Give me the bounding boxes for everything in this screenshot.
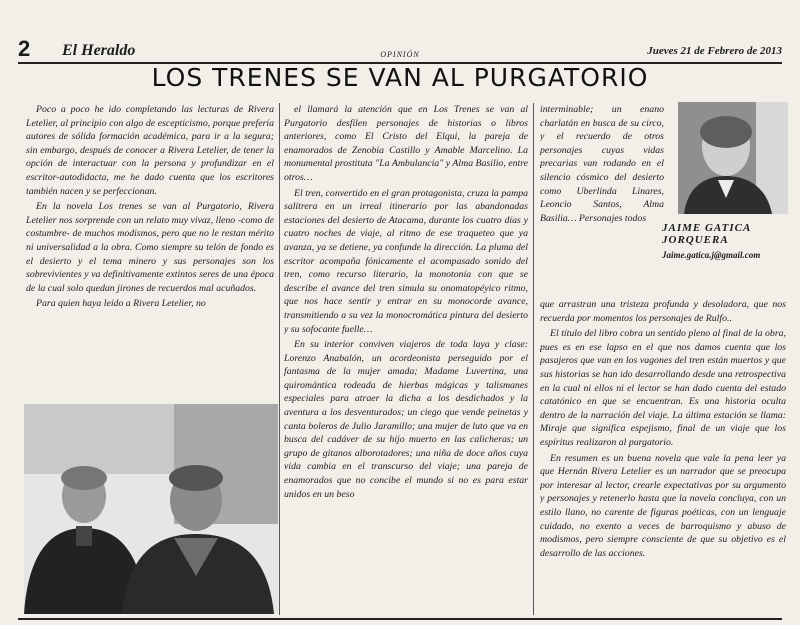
author-photo: [678, 102, 788, 214]
author-byline: JAIME GATICA JORQUERA: [662, 222, 751, 246]
article-column-3-bottom: [540, 298, 786, 618]
article-title: LOS TRENES SE VAN AL PURGATORIO: [151, 63, 649, 92]
paragraph: Poco a poco he ido completando las lecturas de Rivera Letelier, al principio con algo de escepticismo, porque prefería autores de sólida formación académica, para ir a la segura; sin embargo, después de conocer a Rivera Letelier, de tener la opción de interactuar con la persona y profundizar en el escritor-autodidacta, me he dado cuenta que los escritores también nacen y se perfeccionan.: [26, 104, 274, 197]
paragraph: Para quien haya leído a Rivera Letelier, no: [36, 298, 206, 310]
author-email: Jaime.gatica.j@gmail.com: [662, 250, 761, 260]
page-bottom-rule: [18, 618, 782, 620]
paragraph: En resumen es un buena novela que vale la pena leer ya que Hernán Rivera Letelier es un narrador que se preocupa por interesar al lector, crearle expectativas por su argumento y personajes y retenerlo hasta que la novela concluya, con un estilo llano, no carente de figuras poéticas, con un lenguaje cuidado, no exento a veces de barroquismo y abuso de modismos, pero siempre consciente de que su objetivo es el desarrollo de las acciones.: [540, 452, 786, 559]
paragraph: El tren, convertido en el gran protagonista, cruza la pampa salitrera en un irreal itinerario por las abandonadas estaciones del desierto de Atacama, durante los cuatro días y cuatro noches de viaje, al ritmo de ese traqueteo que ya avanza, ya se detiene, ya confunde la dirección. La pluma del escritor acompaña fónicamente el acompasado sonido del tren, como recurso literario, la monotonía con que se describe el avance del tren simula su onomatopéyico ritmo, que nos hace sentir y entrar en su monocorde avance, transmitiendo a su vez la monocromática pintura del desierto y su sofocante fuelle…: [284, 187, 528, 335]
paragraph: En la novela Los trenes se van al Purgatorio, Rivera Letelier nos sorprende con un relato muy vivaz, lleno -como de costumbre- de muchos modismos, pero que no le restan mérito ni universalidad a la obra. Como siempre su telón de fondo es el desierto y el tema minero y sus personajes son los sobrevivientes y va definitivamente extintos seres de una época de la cual solo quedan jirones de recuerdos mal acuñados.: [26, 201, 274, 294]
column-divider: [533, 103, 534, 615]
section-label: OPINIÓN: [380, 50, 420, 59]
paragraph: El título del libro cobra un sentido pleno al final de la obra, pues es en ese lapso en el que nos damos cuenta que los pasajeros que van en los vagones del tren están muertos y que sus historias se han ido desarrollando desde una retrospectiva en la cual ni ellos ni el lector se han dado cuenta del estado catatónico en que se encuentran. Es una historia oculta dentro de la narración del viaje. La última estación se llama: Miraje que significa espejismo, final de un viaje que los espíritus realizaron al purgatorio.: [540, 328, 786, 448]
column-divider: [279, 103, 280, 615]
paragraph: que arrastran una tristeza profunda y desoladora, que nos recuerda por momentos los personajes de Rulfo..: [540, 299, 786, 324]
newspaper-name: El Heraldo: [62, 42, 136, 59]
article-column-3-top: [540, 103, 664, 295]
masthead: [18, 36, 782, 64]
article-photo: [24, 404, 278, 614]
article-column-1: [26, 103, 274, 395]
paragraph: En su interior conviven viajeros de toda laya y clase: Lorenzo Anabalón, un acordeonista perseguido por el fantasma de la mujer amada; Madame Luvertina, una quiromántica rodeada de hierbas mágicas y talismanes especiales para atraer la dicha a los desdichados y la aventura a los desventurados; un ciego que vende peinetas y canta boleros de Julio Jaramillo; una mujer de luto que va en busca del cadáver de su hijo muerto en las calicheras; un grupo de gitanos alborotadores; una niña de doce años cuya vida cambia en el transcurso del viaje; una pareja de enamorados que no concibe el mundo si no es para estar unidos en un beso: [284, 339, 528, 500]
issue-date: Jueves 21 de Febrero de 2013: [647, 45, 782, 57]
paragraph: interminable; un enano charlatán en busca de su circo, y el recuerdo de otros personajes cuyas vidas precarias van rodando en el silencio cósmico del desierto como Uberlinda Linares, Leoncio Santos, Alma Basilia… Personajes todos: [540, 104, 664, 224]
paragraph: el llamará la atención que en Los Trenes se van al Purgatorio desfilen personajes de historias o libros anteriores, como El Cristo del Elqui, la pareja de enamorados de Zenobia Castillo y Amable Marcelino. La monumental prostituta "La Ambulancia" y Alma Basilio, entre otros…: [284, 104, 528, 183]
article-column-2: [284, 103, 528, 623]
page-number: 2: [18, 36, 31, 61]
